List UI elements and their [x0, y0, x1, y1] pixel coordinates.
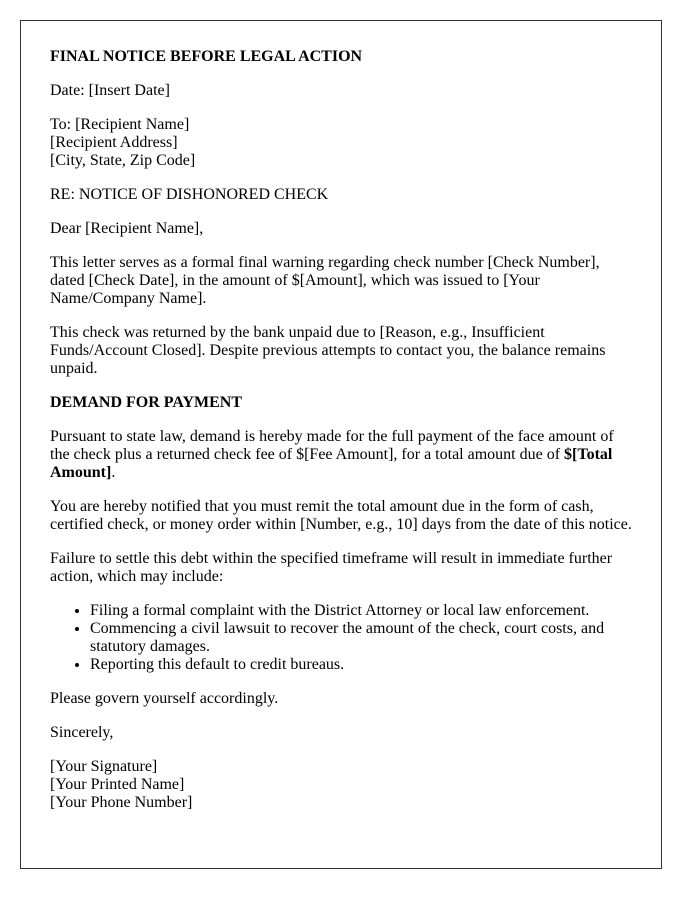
recipient-block [50, 116, 632, 170]
total-amount: $[Total Amount] [50, 446, 613, 481]
actions-list [50, 602, 632, 674]
letter-title: FINAL NOTICE BEFORE LEGAL ACTION [50, 48, 363, 65]
sign-off: Sincerely, [50, 724, 114, 741]
recipient-address: [Recipient Address] [50, 134, 178, 151]
action-item: • Reporting this default to credit bureaus. [90, 656, 632, 674]
signature: [Your Signature] [50, 758, 158, 775]
paragraph-demand [50, 428, 632, 482]
printed-name: [Your Printed Name] [50, 776, 185, 793]
section-heading-demand: DEMAND FOR PAYMENT [50, 394, 242, 411]
paragraph-check-details: This letter serves as a formal final warning regarding check number [Check Number], dated [Check Date], in the amount of $[Amount], which was issued to [Your Name/Company Name]. [50, 254, 600, 307]
recipient-name: To: [Recipient Name] [50, 116, 190, 133]
phone-number: [Your Phone Number] [50, 794, 193, 811]
action-item: • Filing a formal complaint with the District Attorney or local law enforcement. [90, 602, 632, 620]
salutation: Dear [Recipient Name], [50, 220, 204, 237]
recipient-city: [City, State, Zip Code] [50, 152, 196, 169]
paragraph-return-reason: This check was returned by the bank unpaid due to [Reason, e.g., Insufficient Funds/Account Closed]. Despite previous attempts to contact you, the balance remains unpaid. [50, 324, 606, 377]
letter-document [20, 20, 662, 869]
action-item: • Commencing a civil lawsuit to recover the amount of the check, court costs, and statutory damages. [90, 620, 632, 656]
paragraph-consequences: Failure to settle this debt within the specified timeframe will result in immediate further action, which may include: [50, 550, 613, 585]
closing-statement: Please govern yourself accordingly. [50, 690, 279, 707]
paragraph-remit-instructions: You are hereby notified that you must remit the total amount due in the form of cash, certified check, or money order within [Number, e.g., 10] days from the date of this notice. [50, 498, 632, 533]
date-line: Date: [Insert Date] [50, 82, 170, 99]
letter-viewport [20, 20, 662, 811]
subject-line: RE: NOTICE OF DISHONORED CHECK [50, 186, 329, 203]
demand-text: Pursuant to state law, demand is hereby made for the full payment of the face amount of the check plus a returned check fee of $[Fee Amount], for a total amount due of [50, 428, 614, 463]
signature-block [50, 758, 632, 812]
demand-text-end: . [111, 464, 116, 481]
